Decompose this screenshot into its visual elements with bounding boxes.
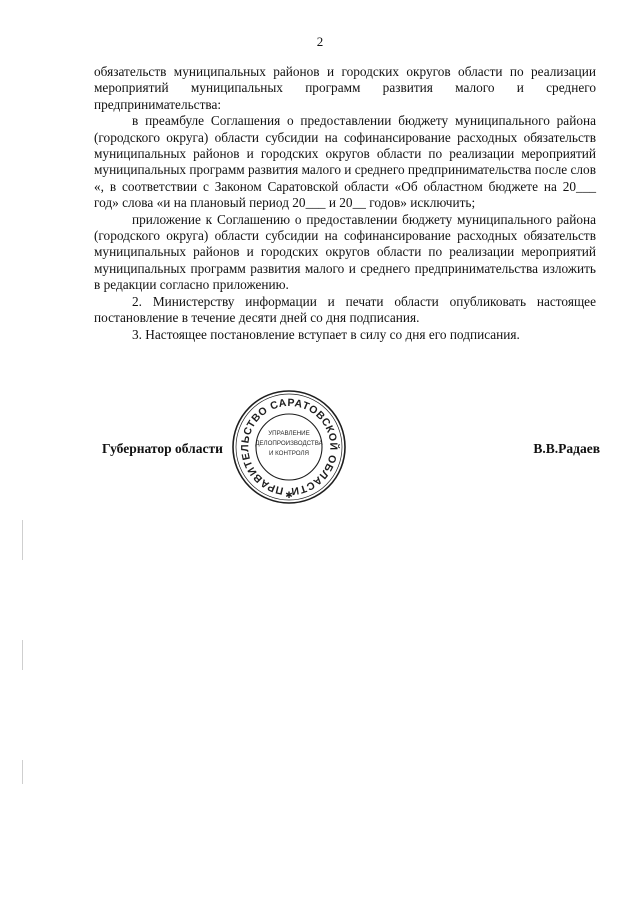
seal-star-icon: ✱ — [285, 490, 293, 500]
seal-outer-inner-ring — [236, 394, 342, 500]
scan-artifact-line — [22, 640, 23, 670]
signatory-name: В.В.Радаев — [533, 441, 600, 456]
paragraph-item-3-effect: 3. Настоящее постановление вступает в силу со дня его подписания. — [132, 326, 520, 342]
official-seal-stamp — [228, 388, 350, 506]
seal-inner-line-3: И КОНТРОЛЯ — [268, 450, 310, 457]
scan-artifact-line — [22, 520, 23, 560]
seal-graphic — [228, 388, 350, 506]
document-body — [94, 64, 596, 343]
seal-inner-line-2: ДЕЛОПРОИЗВОДСТВА — [255, 440, 323, 447]
paragraph-appendix-amendment: приложение к Соглашению о предоставлении бюджету муниципального района (городского округа) области субсидии на софинансирование расходных обязательств муниципальных районов и городских округов области по реализации мероприятий муниципальных программ развития малого и среднего предпринимательства изложить в редакции согласно приложению. — [94, 211, 596, 293]
paragraph-continuation: обязательств муниципальных районов и городских округов области по реализации мероприятий муниципальных программ развития малого и среднего предпринимательства: — [94, 64, 596, 112]
signatory-title: Губернатор области — [102, 441, 223, 456]
seal-inner-line-1: УПРАВЛЕНИЕ — [268, 430, 310, 437]
seal-ring-text: ПРАВИТЕЛЬСТВО САРАТОВСКОЙ ОБЛАСТИ — [239, 396, 340, 498]
seal-inner-ring — [256, 414, 322, 480]
scan-artifact-line — [22, 760, 23, 784]
page-number: 2 — [316, 34, 324, 49]
paragraph-preamble-amendment: в преамбуле Соглашения о предоставлении бюджету муниципального района (городского округа) области субсидии на софинансирование расходных обязательств муниципальных районов и городских округов области по реализации мероприятий муниципальных программ развития малого и среднего предпринимательства после слов «, в соответствии с Законом Саратовской области «Об областном бюджете на 20___ год» слова «и на плановый период 20___ и 20__ годов» исключить; — [94, 113, 596, 211]
paragraph-item-2-publication: 2. Министерству информации и печати области опубликовать настоящее постановление в течение десяти дней со дня подписания. — [94, 293, 596, 326]
